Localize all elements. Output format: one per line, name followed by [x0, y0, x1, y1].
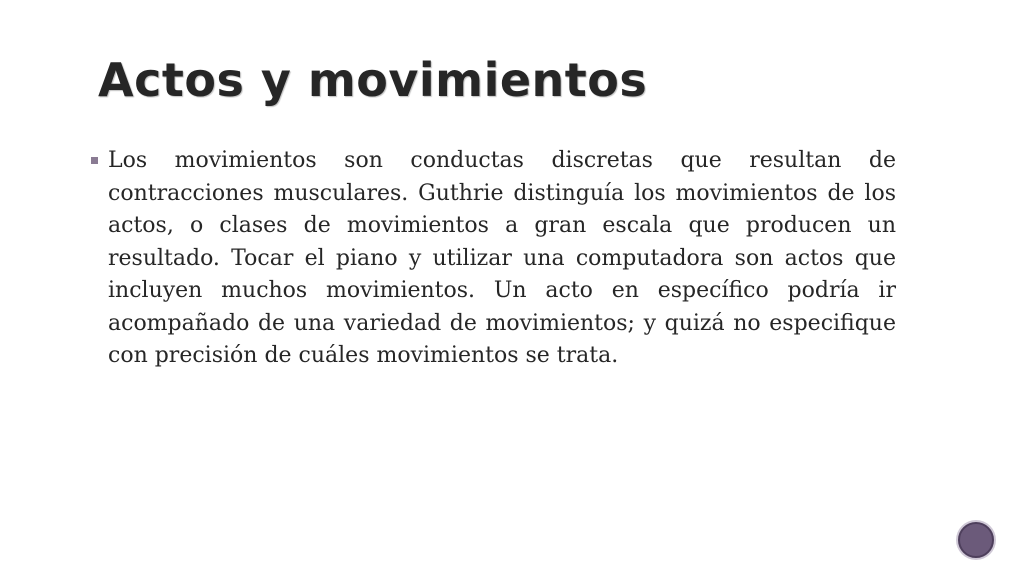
square-bullet-icon [91, 157, 98, 164]
bullet-text: Los movimientos son conductas discretas que resultan de contracciones musculares. Guthrie distinguía los movimientos de los actos, o clases de movimientos a gran escala que producen un resultado. Tocar el piano y utilizar una computadora son actos que incluyen muchos movimientos. Un acto en específico podría ir acompañado de una variedad de movimientos; y quizá no especifique con precisión de cuáles movimientos se trata. [108, 148, 896, 368]
slide-content [86, 145, 896, 373]
slide-title: Actos y movimientos [98, 53, 648, 107]
slide-number-badge [958, 522, 994, 558]
bullet-item [86, 145, 896, 373]
